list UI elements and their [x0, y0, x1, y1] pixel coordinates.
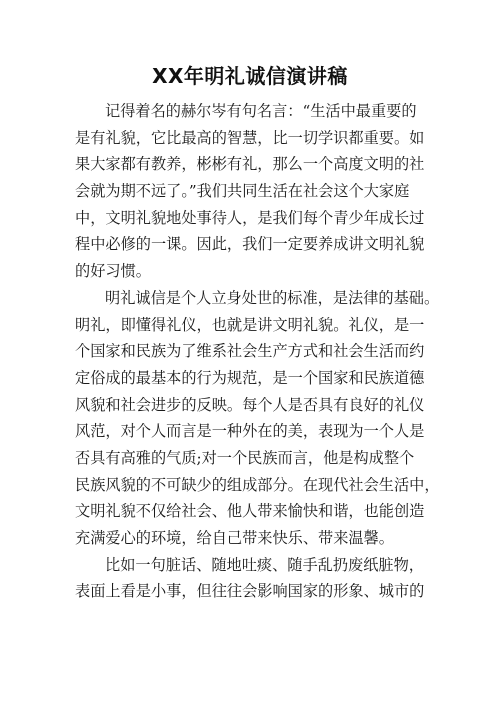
text-line: 中，文明礼貌地处事待人，是我们每个青少年成长过: [75, 208, 425, 227]
text-line: 明礼，即懂得礼仪，也就是讲文明礼貌。礼仪，是一: [75, 315, 425, 334]
text-line: 果大家都有教养，彬彬有礼，那么一个高度文明的社: [75, 155, 425, 174]
text-line: 风范，对个人而言是一种外在的美，表现为一个人是: [75, 422, 425, 441]
text-line: 是有礼貌，它比最高的智慧，比一切学识都重要。如: [75, 128, 425, 147]
document-body: [75, 98, 440, 605]
text-line: 程中必修的一课。因此，我们一定要养成讲文明礼貌: [75, 235, 425, 254]
document-title: XX年明礼诚信演讲稿: [152, 64, 348, 88]
text-line: 民族风貌的不可缺少的组成部分。在现代社会生活中，: [75, 475, 440, 494]
text-line: 定俗成的最基本的行为规范，是一个国家和民族道德: [75, 368, 425, 387]
text-line: 表面上看是小事，但往往会影响国家的形象、城市的: [75, 582, 425, 601]
text-line: 充满爱心的环境，给自己带来快乐、带来温馨。: [75, 529, 394, 547]
text-line: 文明礼貌不仅给社会、他人带来愉快和谐，也能创造: [75, 502, 425, 521]
text-line: 风貌和社会进步的反映。每个人是否具有良好的礼仪: [75, 395, 425, 414]
text-line: 明礼诚信是个人立身处世的标准，是法律的基础。: [105, 288, 440, 307]
text-line: 否具有高雅的气质;对一个民族而言，他是构成整个: [75, 448, 415, 467]
text-line: 比如一句脏话、随地吐痰、随手乱扔废纸脏物，: [105, 555, 424, 574]
text-line: 的好习惯。: [75, 262, 151, 281]
text-line: 个国家和民族为了维系社会生产方式和社会生活而约: [75, 342, 425, 361]
text-line: 会就为期不远了。”我们共同生活在社会这个大家庭: [75, 182, 410, 201]
text-line: 记得着名的赫尔岑有句名言：“生活中最重要的: [105, 102, 417, 120]
